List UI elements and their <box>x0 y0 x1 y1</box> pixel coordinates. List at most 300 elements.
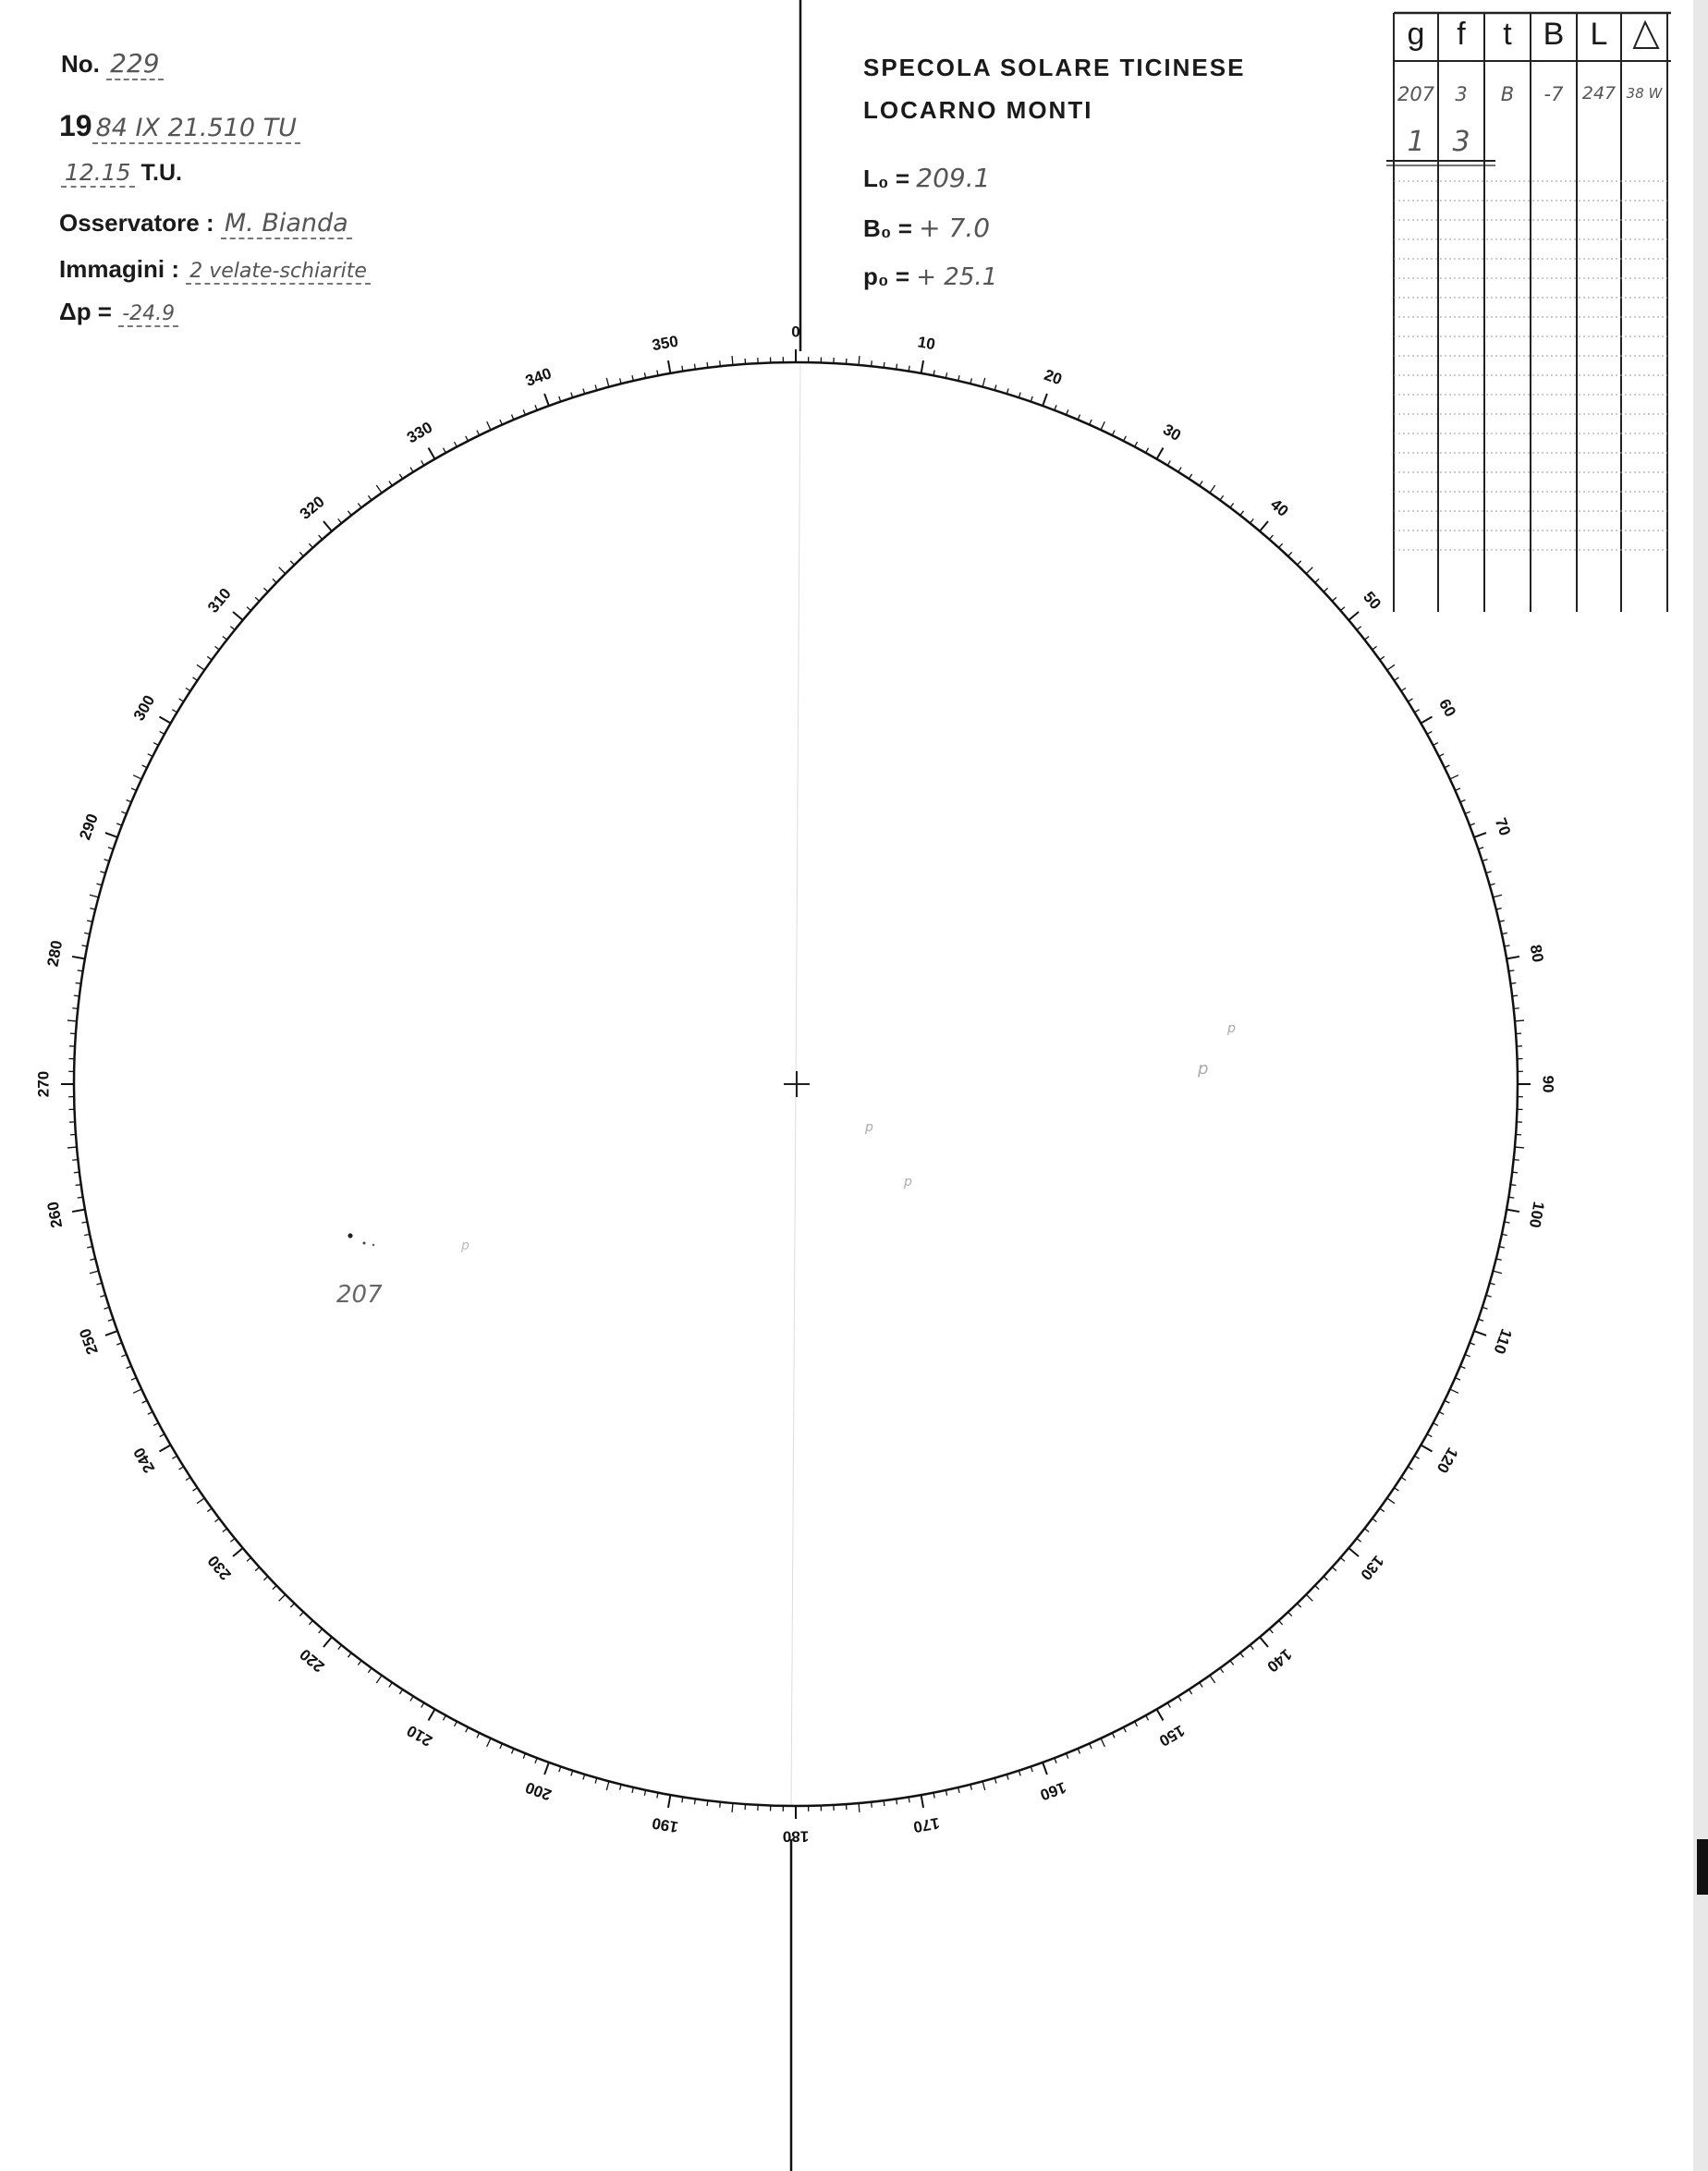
L0-value: 209.1 <box>916 163 991 193</box>
degree-tick <box>1324 1577 1327 1580</box>
degree-tick <box>223 1529 227 1532</box>
degree-tick <box>223 636 227 640</box>
degree-tick <box>1279 543 1283 547</box>
degree-tick <box>982 378 985 387</box>
degree-tick <box>348 511 351 516</box>
degree-tick <box>1348 612 1359 620</box>
degree-tick <box>160 1445 171 1452</box>
degree-tick <box>707 362 708 368</box>
degree-tick <box>104 860 110 861</box>
degree-tick <box>571 393 573 398</box>
degree-tick <box>290 1604 294 1607</box>
degree-tick <box>1240 511 1244 516</box>
degree-tick <box>1372 646 1377 650</box>
degree-tick <box>172 710 177 713</box>
observer-value: M. Bianda <box>221 209 352 239</box>
degree-tick <box>1332 597 1336 601</box>
triangle-icon <box>1634 22 1658 48</box>
degree-tick <box>1507 957 1519 958</box>
degree-label: 60 <box>1435 696 1459 720</box>
degree-tick <box>1250 518 1253 523</box>
degree-label: 260 <box>43 1200 67 1229</box>
degree-tick <box>1167 1702 1170 1707</box>
degree-tick <box>1006 388 1008 394</box>
faint-mark: p <box>904 1175 912 1189</box>
degree-tick <box>410 1696 413 1701</box>
degree-tick <box>319 1628 323 1633</box>
degree-tick <box>376 1676 382 1683</box>
delta-p-label: Δp = <box>59 298 112 325</box>
delta-p-value: -24.9 <box>118 302 178 327</box>
degree-tick <box>1512 1172 1518 1173</box>
degree-tick <box>544 394 549 406</box>
degree-tick <box>348 1653 351 1657</box>
degree-tick <box>1478 1319 1483 1321</box>
degree-tick <box>67 1020 77 1021</box>
degree-tick <box>1288 552 1292 555</box>
degree-tick <box>1178 468 1181 472</box>
degree-tick <box>1315 579 1319 582</box>
degree-tick <box>707 1800 708 1806</box>
images-value: 2 velate-schiarite <box>186 260 371 285</box>
degree-tick <box>105 833 117 837</box>
degree-tick <box>1427 731 1432 734</box>
degree-tick <box>1514 1160 1519 1161</box>
degree-tick <box>290 561 294 565</box>
degree-tick <box>1450 775 1458 779</box>
degree-tick <box>1357 627 1361 630</box>
degree-label: 160 <box>1037 1778 1068 1804</box>
degree-tick <box>720 360 721 366</box>
degree-label: 100 <box>1525 1200 1548 1229</box>
degree-tick <box>410 468 413 472</box>
table-header-g: g <box>1407 17 1425 52</box>
observer-label: Osservatore : <box>59 209 214 237</box>
P0-label: p₀ = <box>863 262 910 290</box>
degree-tick <box>78 970 83 971</box>
degree-tick <box>263 588 267 592</box>
sunspot-dot <box>372 1244 374 1246</box>
degree-tick <box>1372 1518 1377 1522</box>
table-cell: 207 <box>1397 83 1435 105</box>
faint-mark: p <box>1227 1021 1236 1036</box>
time-suffix: T.U. <box>140 160 182 186</box>
degree-tick <box>1434 1423 1438 1426</box>
degree-tick <box>76 982 81 983</box>
degree-tick <box>160 717 171 724</box>
degree-label: 280 <box>43 939 67 969</box>
degree-label: 180 <box>782 1827 810 1846</box>
degree-tick <box>193 1488 198 1491</box>
degree-tick <box>299 552 303 555</box>
degree-tick <box>1482 860 1488 861</box>
degree-tick <box>1220 1668 1224 1673</box>
degree-tick <box>214 646 219 650</box>
degree-tick <box>1340 607 1345 611</box>
degree-tick <box>1508 1197 1514 1198</box>
degree-tick <box>197 665 204 670</box>
degree-tick <box>1167 460 1170 465</box>
degree-tick <box>72 1210 85 1212</box>
table-cell: 3 <box>1455 83 1468 105</box>
degree-tick <box>72 1160 78 1161</box>
degree-tick <box>100 872 105 873</box>
degree-label: 300 <box>129 691 159 725</box>
degree-tick <box>455 442 458 446</box>
degree-tick <box>1507 1210 1519 1212</box>
table-header-f: f <box>1457 17 1466 52</box>
degree-label: 130 <box>1357 1552 1387 1584</box>
degree-tick <box>487 1738 491 1747</box>
scan-edge <box>1693 0 1708 2171</box>
degree-tick <box>78 1197 83 1198</box>
degree-label: 200 <box>523 1778 555 1804</box>
degree-label: 50 <box>1360 588 1385 614</box>
degree-tick <box>1157 1709 1164 1720</box>
degree-label: 170 <box>911 1813 941 1836</box>
degree-tick <box>1493 895 1502 897</box>
degree-tick <box>1230 503 1234 507</box>
degree-label: 270 <box>34 1070 53 1098</box>
degree-tick <box>921 360 923 373</box>
degree-label: 120 <box>1433 1444 1462 1477</box>
degree-label: 40 <box>1266 495 1292 520</box>
degree-tick <box>455 1722 458 1726</box>
degree-label: 20 <box>1042 365 1065 389</box>
degree-tick <box>72 1008 78 1009</box>
degree-tick <box>1486 1295 1492 1297</box>
degree-tick <box>186 688 190 690</box>
degree-tick <box>142 1400 147 1403</box>
degree-tick <box>338 1645 342 1650</box>
degree-tick <box>477 1733 480 1738</box>
degree-tick <box>1445 765 1449 768</box>
table-header-t: t <box>1503 17 1512 52</box>
degree-tick <box>466 1727 469 1732</box>
degree-tick <box>921 1795 923 1808</box>
degree-tick <box>1269 1628 1273 1633</box>
table-header-B: B <box>1543 17 1565 52</box>
degree-tick <box>74 995 79 996</box>
degree-tick <box>1250 1645 1253 1650</box>
degree-tick <box>1514 1008 1519 1009</box>
degree-tick <box>323 1637 332 1647</box>
degree-tick <box>1445 1400 1449 1403</box>
degree-tick <box>1210 485 1215 493</box>
degree-tick <box>1508 970 1514 971</box>
degree-tick <box>1031 1766 1032 1772</box>
degree-label: 230 <box>204 1552 235 1584</box>
degree-tick <box>1298 1604 1301 1607</box>
degree-tick <box>1019 1771 1020 1776</box>
degree-label: 350 <box>651 332 680 355</box>
degree-tick <box>1101 421 1104 430</box>
degree-tick <box>1146 1715 1149 1720</box>
degree-tick <box>72 957 85 958</box>
degree-tick <box>429 1709 435 1720</box>
degree-label: 110 <box>1490 1326 1516 1357</box>
degree-tick <box>358 503 361 507</box>
institution-location: LOCARNO MONTI <box>863 96 1093 124</box>
degree-tick <box>309 1620 312 1624</box>
sunspot-group-label: 207 <box>336 1281 383 1309</box>
date-value: 84 IX 21.510 TU <box>92 114 300 144</box>
degree-tick <box>1124 1727 1127 1732</box>
degree-tick <box>1486 872 1492 873</box>
degree-tick <box>1178 1696 1181 1701</box>
degree-tick <box>100 1295 105 1297</box>
degree-tick <box>1380 656 1385 660</box>
degree-tick <box>1112 1733 1115 1738</box>
degree-label: 340 <box>523 364 555 390</box>
degree-tick <box>376 485 382 493</box>
degree-tick <box>1401 688 1406 690</box>
degree-label: 250 <box>76 1325 102 1357</box>
degree-label: 240 <box>129 1444 159 1477</box>
degree-tick <box>1515 1147 1524 1148</box>
degree-tick <box>1421 1445 1432 1452</box>
degree-tick <box>1200 1682 1202 1687</box>
degree-tick <box>477 431 480 435</box>
table-cell: 38 W <box>1626 85 1663 102</box>
degree-tick <box>1101 1738 1104 1747</box>
degree-label: 290 <box>76 811 102 843</box>
P0-value: + 25.1 <box>916 263 998 291</box>
degree-tick <box>859 1803 860 1812</box>
degree-tick <box>559 1766 561 1772</box>
degree-label: 90 <box>1539 1075 1557 1093</box>
degree-tick <box>279 567 286 574</box>
degree-tick <box>1408 1467 1412 1470</box>
degree-tick <box>421 460 424 465</box>
degree-tick <box>247 1557 251 1561</box>
degree-tick <box>859 356 860 365</box>
degree-tick <box>67 1147 77 1148</box>
degree-tick <box>133 775 141 779</box>
degree-tick <box>230 1538 235 1542</box>
degree-tick <box>583 1775 585 1780</box>
table-cell: B <box>1500 83 1515 105</box>
degree-label: 0 <box>791 323 800 341</box>
degree-tick <box>1288 1612 1292 1616</box>
time-value: 12.15 <box>61 159 135 188</box>
degree-tick <box>466 436 469 441</box>
degree-tick <box>1315 1586 1319 1590</box>
degree-tick <box>399 1689 402 1694</box>
degree-tick <box>1414 710 1419 713</box>
degree-tick <box>1260 521 1268 531</box>
degree-tick <box>1510 1185 1516 1186</box>
L0-label: L₀ = <box>863 165 910 192</box>
degree-tick <box>1394 1488 1398 1491</box>
degree-tick <box>108 1319 114 1321</box>
degree-tick <box>1364 636 1369 640</box>
images-label: Immagini : <box>59 255 180 283</box>
table-cell: 3 <box>1452 126 1470 158</box>
degree-tick <box>1482 1307 1488 1309</box>
degree-tick <box>1512 995 1518 996</box>
degree-tick <box>108 848 114 849</box>
degree-tick <box>1189 474 1191 479</box>
degree-tick <box>1006 1775 1008 1780</box>
degree-tick <box>160 1434 165 1437</box>
degree-tick <box>682 366 683 372</box>
faint-mark: p <box>1198 1059 1209 1079</box>
degree-label: 80 <box>1526 943 1547 964</box>
degree-tick <box>368 495 372 500</box>
degree-label: 70 <box>1491 815 1515 838</box>
year-printed: 19 <box>59 109 92 142</box>
degree-tick <box>1340 1557 1345 1561</box>
degree-tick <box>1269 535 1273 540</box>
degree-tick <box>299 1612 303 1616</box>
degree-tick <box>982 1781 985 1790</box>
degree-tick <box>1043 1762 1047 1775</box>
degree-tick <box>1260 1637 1268 1647</box>
degree-tick <box>1135 442 1138 446</box>
degree-tick <box>273 1586 276 1590</box>
degree-tick <box>193 677 198 680</box>
degree-label: 10 <box>916 333 937 354</box>
degree-tick <box>389 482 392 486</box>
degree-tick <box>148 754 152 757</box>
degree-tick <box>1135 1722 1138 1726</box>
degree-tick <box>1019 393 1020 398</box>
degree-tick <box>230 627 235 630</box>
degree-tick <box>309 543 312 547</box>
degree-tick <box>1298 561 1301 565</box>
degree-tick <box>319 535 323 540</box>
degree-tick <box>1157 448 1164 459</box>
degree-tick <box>179 699 184 701</box>
degree-label: 330 <box>403 418 436 447</box>
degree-tick <box>1510 982 1516 983</box>
degree-tick <box>255 597 259 601</box>
degree-tick <box>1408 699 1412 701</box>
degree-tick <box>1380 1508 1385 1512</box>
degree-tick <box>1387 1498 1395 1504</box>
degree-tick <box>179 1467 184 1470</box>
degree-tick <box>1279 1620 1283 1624</box>
degree-tick <box>247 607 251 611</box>
degree-tick <box>1189 1689 1191 1694</box>
degree-tick <box>273 579 276 582</box>
degree-tick <box>682 1797 683 1802</box>
degree-tick <box>172 1456 177 1458</box>
degree-tick <box>1332 1567 1336 1571</box>
degree-label: 320 <box>296 493 328 523</box>
degree-label: 210 <box>403 1721 436 1750</box>
degree-tick <box>720 1802 721 1808</box>
degree-tick <box>186 1477 190 1480</box>
degree-tick <box>1240 1653 1244 1657</box>
degree-tick <box>1434 743 1438 746</box>
degree-tick <box>74 1172 79 1173</box>
table-cell: 247 <box>1581 83 1616 104</box>
degree-tick <box>1306 1594 1312 1601</box>
degree-tick <box>668 1795 670 1808</box>
degree-tick <box>1364 1529 1369 1532</box>
degree-tick <box>233 1548 243 1556</box>
institution-name: SPECOLA SOLARE TICINESE <box>863 54 1246 81</box>
degree-tick <box>1357 1538 1361 1542</box>
degree-tick <box>1439 754 1444 757</box>
table-cell: 1 <box>1407 126 1425 158</box>
degree-tick <box>571 1771 573 1776</box>
table-cell: -7 <box>1543 83 1564 105</box>
degree-tick <box>1439 1412 1444 1415</box>
degree-tick <box>233 612 243 620</box>
degree-tick <box>153 1423 158 1426</box>
degree-tick <box>1146 448 1149 453</box>
degree-tick <box>1387 665 1395 670</box>
degree-tick <box>279 1594 286 1601</box>
degree-tick <box>421 1702 424 1707</box>
degree-label: 220 <box>296 1645 328 1676</box>
scan-edge-mark <box>1697 1839 1708 1895</box>
degree-label: 140 <box>1263 1645 1296 1676</box>
degree-tick <box>338 518 342 523</box>
degree-tick <box>76 1185 81 1186</box>
degree-tick <box>207 1508 212 1512</box>
degree-tick <box>1348 1548 1359 1556</box>
degree-tick <box>142 765 147 768</box>
sunspot-dot <box>348 1233 352 1238</box>
degree-tick <box>559 396 561 402</box>
degree-tick <box>732 1803 733 1812</box>
degree-tick <box>1043 394 1047 406</box>
degree-tick <box>1124 436 1127 441</box>
degree-tick <box>487 421 491 430</box>
degree-tick <box>1493 1271 1502 1274</box>
degree-tick <box>255 1567 259 1571</box>
degree-tick <box>1515 1020 1524 1021</box>
degree-tick <box>694 1799 695 1804</box>
degree-tick <box>399 474 402 479</box>
degree-tick <box>133 1389 141 1393</box>
record-number-value: 229 <box>106 48 163 80</box>
degree-label: 150 <box>1155 1721 1189 1750</box>
degree-label: 30 <box>1160 421 1184 445</box>
degree-tick <box>389 1682 392 1687</box>
degree-tick <box>1414 1456 1419 1458</box>
degree-tick <box>443 1715 445 1720</box>
sunspot-dot <box>363 1242 366 1245</box>
degree-tick <box>160 731 165 734</box>
degree-label: 190 <box>651 1813 680 1836</box>
faint-mark: p <box>461 1238 470 1253</box>
degree-tick <box>1478 848 1483 849</box>
degree-tick <box>105 1331 117 1336</box>
B0-label: B₀ = <box>863 214 912 242</box>
degree-tick <box>606 378 609 387</box>
degree-tick <box>694 364 695 370</box>
degree-tick <box>1200 482 1202 486</box>
degree-tick <box>358 1661 361 1665</box>
degree-tick <box>1394 677 1398 680</box>
degree-tick <box>1210 1676 1215 1683</box>
degree-tick <box>1230 1661 1234 1665</box>
degree-tick <box>214 1518 219 1522</box>
degree-tick <box>544 1762 549 1775</box>
degree-tick <box>429 448 435 459</box>
degree-tick <box>606 1781 609 1790</box>
degree-tick <box>104 1307 110 1309</box>
degree-tick <box>1421 717 1432 724</box>
degree-tick <box>90 895 99 897</box>
degree-tick <box>1324 588 1327 592</box>
degree-tick <box>1474 1331 1486 1336</box>
